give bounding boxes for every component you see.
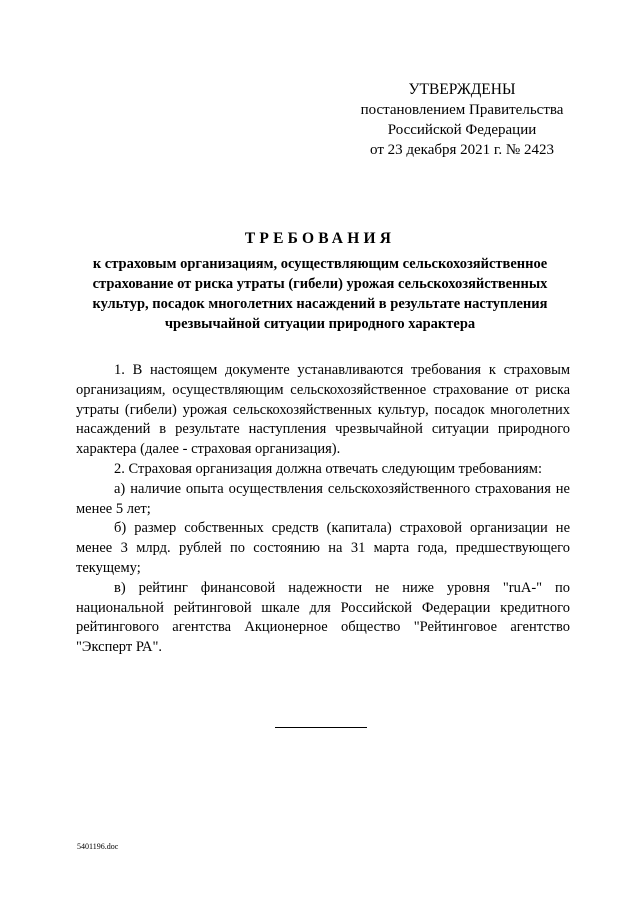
document-subtitle — [70, 254, 570, 334]
paragraph-2c: в) рейтинг финансовой надежности не ниже уровня "ruA-" по национальной рейтинговой шкале для Российской Федерации кредитного рейтингового агентства Акционерное общество "Рейтинговое агентство "Эксперт РА". — [76, 579, 570, 656]
document-title: ТРЕБОВАНИЯ — [244, 230, 396, 247]
approval-block — [330, 80, 594, 160]
paragraph-1: 1. В настоящем документе устанавливаются требования к страховым организациям, осуществляющим сельскохозяйственное страхование от риска утраты (гибели) урожая сельскохозяйственных культур, посадок многолетних насаждений в результате наступления чрезвычайной ситуации природного характера (далее - страховая организация). — [76, 362, 570, 458]
approval-resolution: постановлением Правительства — [360, 102, 564, 118]
footer-filename: 5401196.doc — [77, 842, 119, 851]
subtitle-line: страхование от риска утраты (гибели) урожая сельскохозяйственных — [92, 276, 548, 292]
document-body — [76, 361, 570, 658]
approval-country: Российской Федерации — [387, 122, 537, 138]
paragraph-2a: а) наличие опыта осуществления сельскохозяйственного страхования не менее 5 лет; — [76, 480, 570, 517]
paragraph-2b: б) размер собственных средств (капитала) страховой организации не менее 3 млрд. рублей по состоянию на 31 марта года, предшествующего текущему; — [76, 520, 570, 576]
subtitle-line: культур, посадок многолетних насаждений в результате наступления — [92, 296, 548, 312]
subtitle-line: к страховым организациям, осуществляющим сельскохозяйственное — [92, 256, 548, 272]
approval-heading: УТВЕРЖДЕНЫ — [408, 81, 516, 98]
paragraph-2: 2. Страховая организация должна отвечать следующим требованиям: — [114, 460, 542, 477]
subtitle-line: чрезвычайной ситуации природного характера — [164, 316, 476, 332]
end-divider — [275, 727, 367, 728]
approval-date-number: от 23 декабря 2021 г. № 2423 — [370, 142, 554, 158]
